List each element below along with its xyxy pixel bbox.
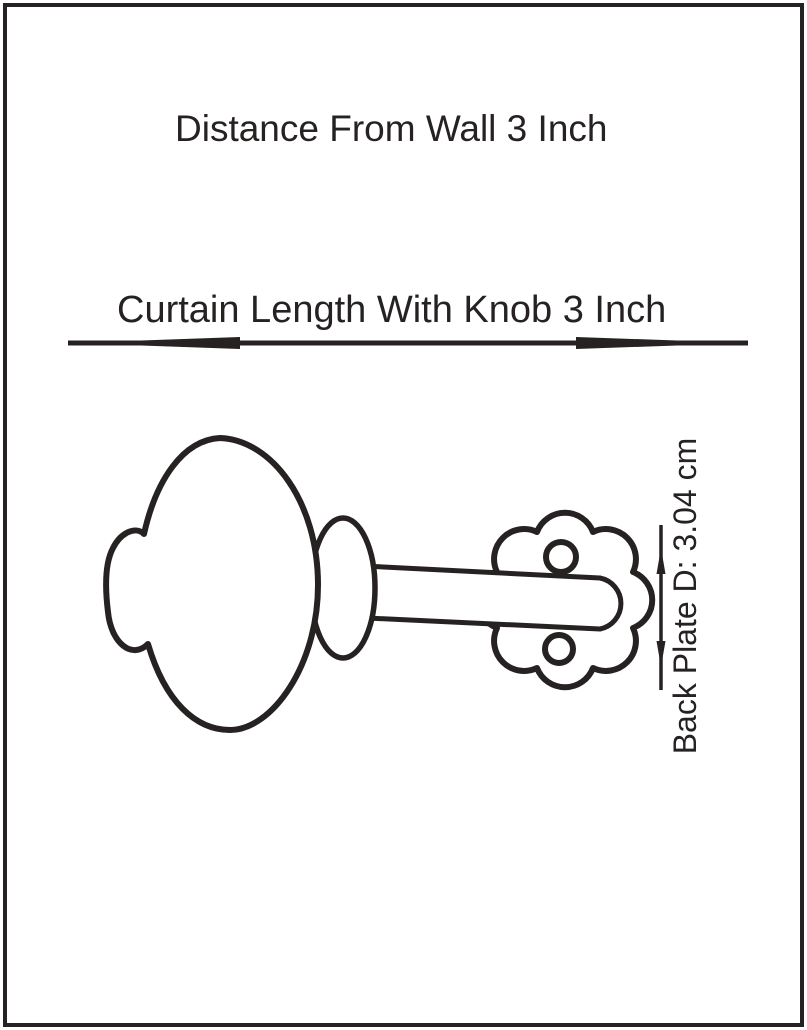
backplate-dimension-label: Back Plate D: 3.04 cm [667,437,703,755]
down-arrowhead-icon [657,641,666,667]
knob-head [106,438,318,730]
up-arrowhead-icon [657,548,666,574]
left-arrowhead-icon [68,337,240,349]
right-arrowhead-icon [576,337,748,349]
backplate-dimension-line [657,525,666,690]
curtain-length-label: Curtain Length With Knob 3 Inch [117,289,667,331]
knob-stem [364,566,621,629]
distance-from-wall-label: Distance From Wall 3 Inch [175,108,608,149]
screw-hole-top [546,542,576,572]
length-dimension-arrow [68,337,748,349]
screw-hole-bottom [545,635,573,663]
